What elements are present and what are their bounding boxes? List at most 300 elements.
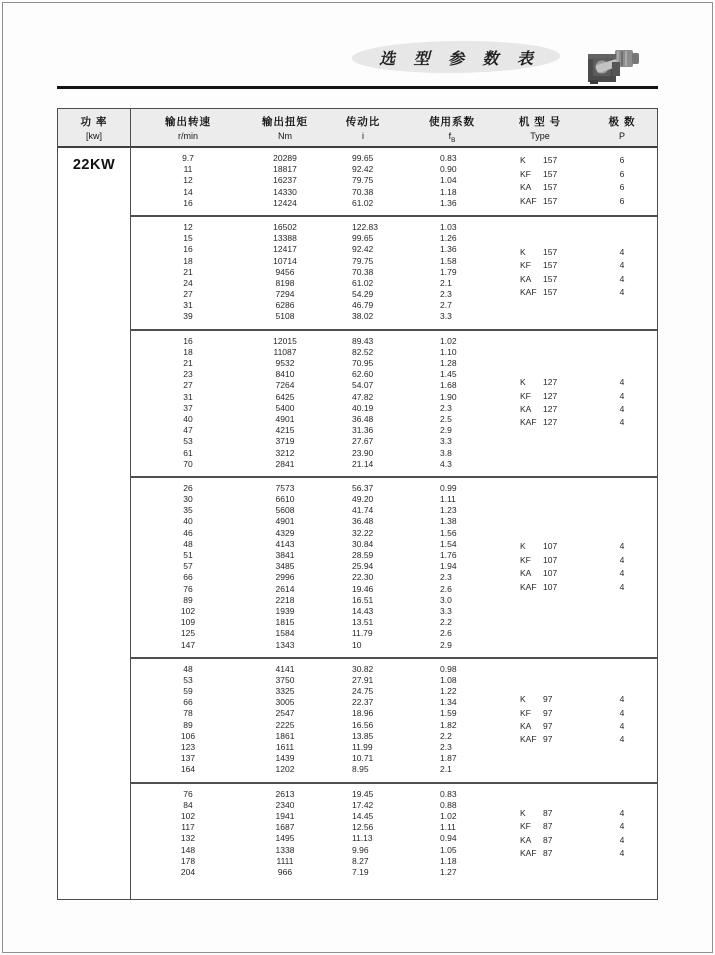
table-group [58, 331, 657, 476]
table-row [58, 811, 657, 822]
torque-cell: 966 [277, 866, 293, 877]
speed-cell: 12 [183, 175, 193, 186]
service-factor-cell: 1.68 [440, 380, 457, 391]
type-size: 157 [543, 169, 558, 180]
table-row [58, 175, 657, 186]
speed-cell: 35 [183, 505, 193, 516]
table-row [58, 539, 657, 550]
service-factor-cell: 1.76 [440, 550, 457, 560]
type-size: 87 [543, 808, 553, 818]
ratio-cell: 28.59 [352, 550, 374, 560]
ratio-cell: 32.22 [352, 527, 374, 538]
type-prefix: KF [520, 390, 531, 401]
ratio-cell: 30.82 [352, 663, 374, 674]
service-factor-cell: 2.6 [440, 583, 452, 594]
type-size: 87 [543, 821, 553, 832]
type-label [520, 155, 557, 168]
service-factor-cell: 1.56 [440, 527, 457, 538]
service-factor-cell: 2.2 [440, 730, 452, 741]
type-label [520, 390, 557, 403]
torque-cell: 1338 [275, 844, 295, 855]
ratio-cell: 11.13 [352, 833, 373, 844]
speed-cell: 76 [183, 788, 193, 799]
service-factor-cell: 0.90 [440, 164, 457, 175]
torque-cell: 4141 [275, 663, 295, 674]
type-label [520, 567, 557, 580]
table-row [58, 505, 657, 516]
table-row [58, 278, 657, 289]
speed-cell: 53 [183, 674, 193, 685]
speed-cell: 46 [183, 527, 193, 538]
ratio-cell: 61.02 [352, 197, 374, 208]
table-row [58, 697, 657, 708]
speed-cell: 117 [181, 822, 195, 833]
ratio-cell: 99.65 [352, 153, 374, 163]
column-header-output-torque: 输出扭矩 Nm [262, 116, 308, 141]
poles-column [598, 376, 646, 430]
power-rating-label: 22KW [72, 157, 116, 173]
poles-column [598, 540, 646, 594]
ratio-cell: 70.38 [352, 266, 374, 277]
service-factor-cell: 3.8 [440, 447, 452, 458]
table-row [58, 800, 657, 811]
table-row [58, 483, 657, 494]
ratio-cell: 23.90 [352, 447, 374, 458]
speed-cell: 9.7 [182, 153, 194, 163]
type-prefix: KAF [520, 734, 537, 745]
table-row [58, 675, 657, 686]
table-row [58, 606, 657, 617]
torque-cell: 2613 [275, 788, 295, 799]
ratio-cell: 40.19 [352, 402, 374, 413]
speed-cell: 84 [183, 799, 193, 810]
ratio-cell: 30.84 [352, 538, 374, 549]
type-prefix: K [520, 541, 526, 552]
table-row [58, 561, 657, 572]
column-header-poles: 极 数 P [608, 116, 636, 141]
table-group [58, 148, 657, 215]
table-row [58, 640, 657, 651]
service-factor-cell: 1.36 [440, 244, 457, 255]
table-row [58, 708, 657, 719]
type-column [520, 246, 557, 300]
service-factor-cell: 1.02 [440, 810, 457, 821]
torque-cell: 4143 [275, 538, 295, 549]
ratio-cell: 92.42 [352, 164, 374, 175]
type-prefix: KAF [520, 287, 537, 298]
ratio-cell: 12.56 [352, 822, 374, 833]
speed-cell: 12 [183, 221, 193, 232]
torque-cell: 13388 [273, 233, 297, 244]
type-prefix: K [520, 377, 526, 388]
service-factor-cell: 2.3 [440, 402, 452, 413]
type-column [520, 540, 557, 594]
type-size: 157 [543, 195, 558, 206]
torque-cell: 3212 [275, 447, 295, 458]
speed-cell: 70 [183, 458, 193, 469]
ratio-cell: 10.71 [352, 753, 374, 764]
type-label [520, 195, 557, 208]
torque-cell: 5608 [275, 505, 295, 516]
ratio-cell: 27.91 [352, 674, 374, 685]
poles-value: 4 [619, 694, 625, 705]
speed-cell: 14 [183, 186, 193, 197]
service-factor-cell: 1.54 [440, 538, 457, 549]
ratio-cell: 31.36 [352, 425, 374, 436]
torque-cell: 11087 [273, 346, 297, 357]
table-row [58, 628, 657, 639]
speed-cell: 27 [183, 289, 193, 300]
speed-cell: 21 [183, 358, 193, 368]
table-row [58, 358, 657, 369]
speed-cell: 11 [183, 164, 193, 175]
table-row [58, 347, 657, 358]
table-row [58, 822, 657, 833]
table-group [58, 784, 657, 885]
table-row [58, 256, 657, 267]
gearbox-photo-icon [584, 44, 644, 88]
type-label [520, 707, 552, 720]
table-row [58, 195, 657, 209]
torque-cell: 2225 [275, 719, 295, 730]
speed-cell: 47 [183, 425, 193, 436]
service-factor-cell: 0.94 [440, 833, 457, 844]
torque-cell: 12424 [273, 197, 297, 208]
speed-cell: 39 [183, 311, 193, 322]
poles-value: 4 [619, 390, 625, 401]
poles-value: 4 [619, 834, 625, 845]
table-group [58, 217, 657, 329]
table-row [58, 403, 657, 414]
type-size: 157 [543, 182, 558, 193]
ratio-cell: 13.51 [352, 617, 374, 628]
type-prefix: KAF [520, 195, 537, 206]
table-row [58, 617, 657, 628]
table-row [58, 581, 657, 595]
service-factor-cell: 2.1 [440, 764, 452, 775]
torque-cell: 9456 [275, 266, 295, 277]
type-prefix: KAF [520, 848, 537, 859]
service-factor-cell: 1.26 [440, 233, 457, 244]
service-factor-cell: 1.90 [440, 391, 457, 402]
poles-value: 4 [619, 541, 625, 552]
torque-cell: 10714 [273, 255, 297, 266]
speed-cell: 16 [183, 335, 193, 346]
torque-cell: 2841 [275, 458, 295, 469]
speed-cell: 109 [180, 617, 196, 628]
speed-cell: 89 [183, 594, 193, 605]
table-row [58, 516, 657, 527]
ratio-cell: 70.38 [352, 186, 374, 197]
service-factor-cell: 2.6 [440, 628, 452, 639]
torque-cell: 6425 [275, 391, 295, 402]
table-row [58, 436, 657, 447]
torque-cell: 5108 [275, 311, 295, 322]
ratio-cell: 54.29 [352, 289, 374, 300]
ratio-cell: 7.19 [352, 866, 369, 877]
torque-cell: 7294 [275, 289, 295, 300]
type-label [520, 834, 552, 847]
type-prefix: KAF [520, 417, 537, 428]
ratio-cell: 46.79 [352, 300, 374, 311]
type-column [520, 376, 557, 430]
service-factor-cell: 1.22 [440, 686, 457, 697]
service-factor-cell: 2.3 [440, 572, 452, 583]
service-factor-cell: 1.58 [440, 255, 457, 266]
torque-cell: 16502 [273, 221, 297, 232]
service-factor-cell: 2.5 [440, 413, 452, 424]
ratio-cell: 19.46 [352, 583, 374, 594]
speed-cell: 132 [180, 833, 196, 844]
type-size: 127 [543, 404, 558, 415]
ratio-cell: 47.82 [352, 391, 374, 402]
ratio-cell: 22.30 [352, 572, 374, 583]
type-label [520, 554, 557, 567]
type-size: 157 [543, 273, 558, 284]
speed-cell: 76 [183, 583, 193, 594]
table-row [58, 764, 657, 775]
table-row [58, 233, 657, 244]
poles-value: 4 [619, 246, 625, 257]
type-label [520, 820, 552, 833]
type-prefix: KF [520, 821, 531, 832]
speed-cell: 37 [183, 402, 193, 413]
type-label [520, 259, 557, 272]
speed-cell: 51 [183, 550, 193, 560]
type-column [520, 807, 552, 861]
service-factor-cell: 0.99 [440, 482, 457, 493]
torque-cell: 3005 [275, 697, 295, 708]
speed-cell: 59 [183, 686, 193, 697]
speed-cell: 27 [183, 380, 193, 391]
service-factor-cell: 1.94 [440, 561, 457, 572]
torque-cell: 1939 [275, 605, 295, 616]
table-row [58, 300, 657, 311]
speed-cell: 48 [183, 663, 193, 674]
ratio-cell: 25.94 [352, 561, 374, 572]
speed-cell: 40 [183, 516, 193, 527]
torque-cell: 1439 [275, 753, 295, 764]
table-row [58, 425, 657, 436]
speed-cell: 125 [180, 628, 196, 639]
ratio-cell: 99.65 [352, 233, 374, 244]
table-row [58, 164, 657, 175]
speed-cell: 24 [183, 277, 193, 288]
type-size: 157 [543, 287, 558, 298]
speed-cell: 31 [183, 300, 193, 311]
ratio-cell: 16.51 [352, 594, 374, 605]
ratio-cell: 17.42 [352, 799, 374, 810]
service-factor-cell: 2.9 [440, 639, 452, 650]
type-prefix: KA [520, 182, 532, 193]
speed-cell: 16 [183, 197, 193, 208]
ratio-cell: 11.99 [352, 742, 373, 752]
poles-value: 6 [619, 182, 625, 193]
torque-cell: 4901 [275, 413, 295, 424]
type-size: 97 [543, 734, 553, 745]
type-label [520, 376, 557, 389]
speed-cell: 15 [183, 233, 193, 244]
service-factor-cell: 1.87 [440, 753, 457, 764]
page-title: 选 型 参 数 表 [379, 51, 540, 68]
poles-value: 4 [619, 554, 625, 565]
torque-cell: 1687 [275, 822, 295, 833]
type-label [520, 734, 552, 747]
poles-value: 6 [619, 155, 625, 166]
type-size: 107 [543, 554, 558, 565]
service-factor-cell: 2.1 [440, 277, 452, 288]
table-row [58, 789, 657, 800]
table-row [58, 731, 657, 742]
column-header-output-speed: 输出转速 r/min [165, 116, 211, 141]
service-factor-cell: 1.18 [440, 186, 457, 197]
table-row [58, 753, 657, 764]
column-header-type: 机 型 号 Type [518, 116, 562, 141]
type-label [520, 847, 552, 860]
table-row [58, 187, 657, 198]
service-factor-cell: 2.7 [440, 300, 452, 311]
poles-column [598, 807, 646, 861]
type-label [520, 807, 552, 820]
type-prefix: K [520, 808, 526, 818]
poles-value: 4 [619, 581, 625, 592]
table-row [58, 267, 657, 278]
table-row [58, 392, 657, 403]
ratio-cell: 27.67 [352, 436, 374, 447]
column-header-ratio: 传动比 i [345, 116, 381, 141]
ratio-cell: 54.07 [352, 380, 374, 391]
poles-value: 4 [619, 287, 625, 298]
torque-cell: 20289 [273, 153, 297, 163]
speed-cell: 137 [180, 753, 196, 764]
torque-cell: 12417 [273, 244, 297, 255]
service-factor-cell: 3.3 [440, 605, 452, 616]
torque-cell: 6610 [275, 494, 295, 505]
speed-cell: 40 [183, 413, 193, 424]
type-column [520, 693, 552, 747]
type-prefix: KA [520, 721, 532, 732]
ratio-cell: 8.95 [352, 764, 369, 775]
ratio-cell: 92.42 [352, 244, 374, 255]
poles-column [598, 693, 646, 747]
table-row [58, 369, 657, 380]
torque-cell: 3750 [275, 674, 295, 685]
table-row [58, 153, 657, 164]
table-row [58, 244, 657, 255]
speed-cell: 66 [183, 572, 193, 583]
table-row [58, 448, 657, 459]
speed-cell: 16 [183, 244, 193, 255]
type-label [520, 181, 557, 194]
poles-value: 4 [619, 260, 625, 271]
torque-cell: 1815 [275, 617, 295, 628]
type-size: 97 [543, 707, 553, 718]
torque-cell: 3841 [275, 550, 295, 560]
type-label [520, 540, 557, 553]
ratio-cell: 11.79 [352, 628, 373, 639]
speed-cell: 89 [183, 719, 193, 730]
service-factor-cell: 0.83 [440, 788, 457, 799]
ratio-cell: 21.14 [352, 458, 374, 469]
column-header-service-factor: 使用系数 $f_B$ [429, 116, 475, 144]
poles-value: 4 [619, 417, 625, 428]
service-factor-cell: 3.3 [440, 311, 452, 322]
type-label [520, 286, 557, 299]
table-row [58, 494, 657, 505]
table-row [58, 414, 657, 425]
torque-cell: 16237 [273, 175, 297, 186]
ratio-cell: 56.37 [352, 482, 374, 493]
service-factor-cell: 1.23 [440, 505, 457, 516]
table-group [58, 659, 657, 782]
speed-cell: 31 [183, 391, 193, 402]
torque-cell: 1861 [275, 730, 295, 741]
type-size: 127 [543, 377, 558, 388]
ratio-cell: 19.45 [352, 788, 374, 799]
service-factor-cell: 1.02 [440, 335, 457, 346]
torque-cell: 1941 [275, 810, 295, 821]
ratio-cell: 9.96 [352, 844, 369, 855]
poles-value: 4 [619, 568, 625, 579]
ratio-cell: 18.96 [352, 708, 374, 719]
speed-cell: 148 [180, 844, 196, 855]
speed-cell: 53 [183, 436, 193, 447]
type-prefix: KF [520, 169, 531, 180]
type-label [520, 581, 557, 594]
poles-value: 4 [619, 404, 625, 415]
poles-value: 4 [619, 721, 625, 732]
torque-cell: 4215 [275, 425, 295, 436]
poles-value: 4 [619, 808, 625, 818]
type-prefix: K [520, 694, 526, 705]
torque-cell: 4901 [275, 516, 295, 527]
type-size: 157 [543, 155, 558, 166]
poles-value: 4 [619, 377, 625, 388]
speed-cell: 178 [180, 855, 196, 866]
type-label [520, 417, 557, 430]
table-row [58, 528, 657, 539]
table-row [58, 550, 657, 561]
type-prefix: K [520, 246, 526, 257]
type-size: 87 [543, 834, 553, 845]
ratio-cell: 8.27 [352, 855, 369, 866]
type-label [520, 693, 552, 706]
torque-cell: 12015 [273, 335, 297, 346]
service-factor-cell: 1.27 [440, 866, 457, 877]
type-prefix: KA [520, 834, 532, 845]
poles-value: 6 [619, 169, 625, 180]
speed-cell: 18 [183, 255, 193, 266]
service-factor-cell: 1.11 [440, 494, 456, 505]
service-factor-cell: 1.45 [440, 369, 457, 380]
type-size: 157 [543, 246, 558, 257]
selection-table [57, 108, 658, 900]
torque-cell: 18817 [273, 164, 297, 175]
service-factor-cell: 2.3 [440, 742, 452, 752]
poles-value: 4 [619, 848, 625, 859]
speed-cell: 147 [180, 639, 196, 650]
type-label [520, 403, 557, 416]
service-factor-cell: 3.3 [440, 436, 452, 447]
torque-cell: 1611 [275, 742, 295, 752]
service-factor-cell: 1.82 [440, 719, 457, 730]
torque-cell: 2614 [275, 583, 295, 594]
torque-cell: 2996 [275, 572, 295, 583]
service-factor-cell: 3.0 [440, 594, 452, 605]
type-prefix: KA [520, 568, 532, 579]
service-factor-cell: 1.08 [440, 674, 457, 685]
ratio-cell: 62.60 [352, 369, 374, 380]
